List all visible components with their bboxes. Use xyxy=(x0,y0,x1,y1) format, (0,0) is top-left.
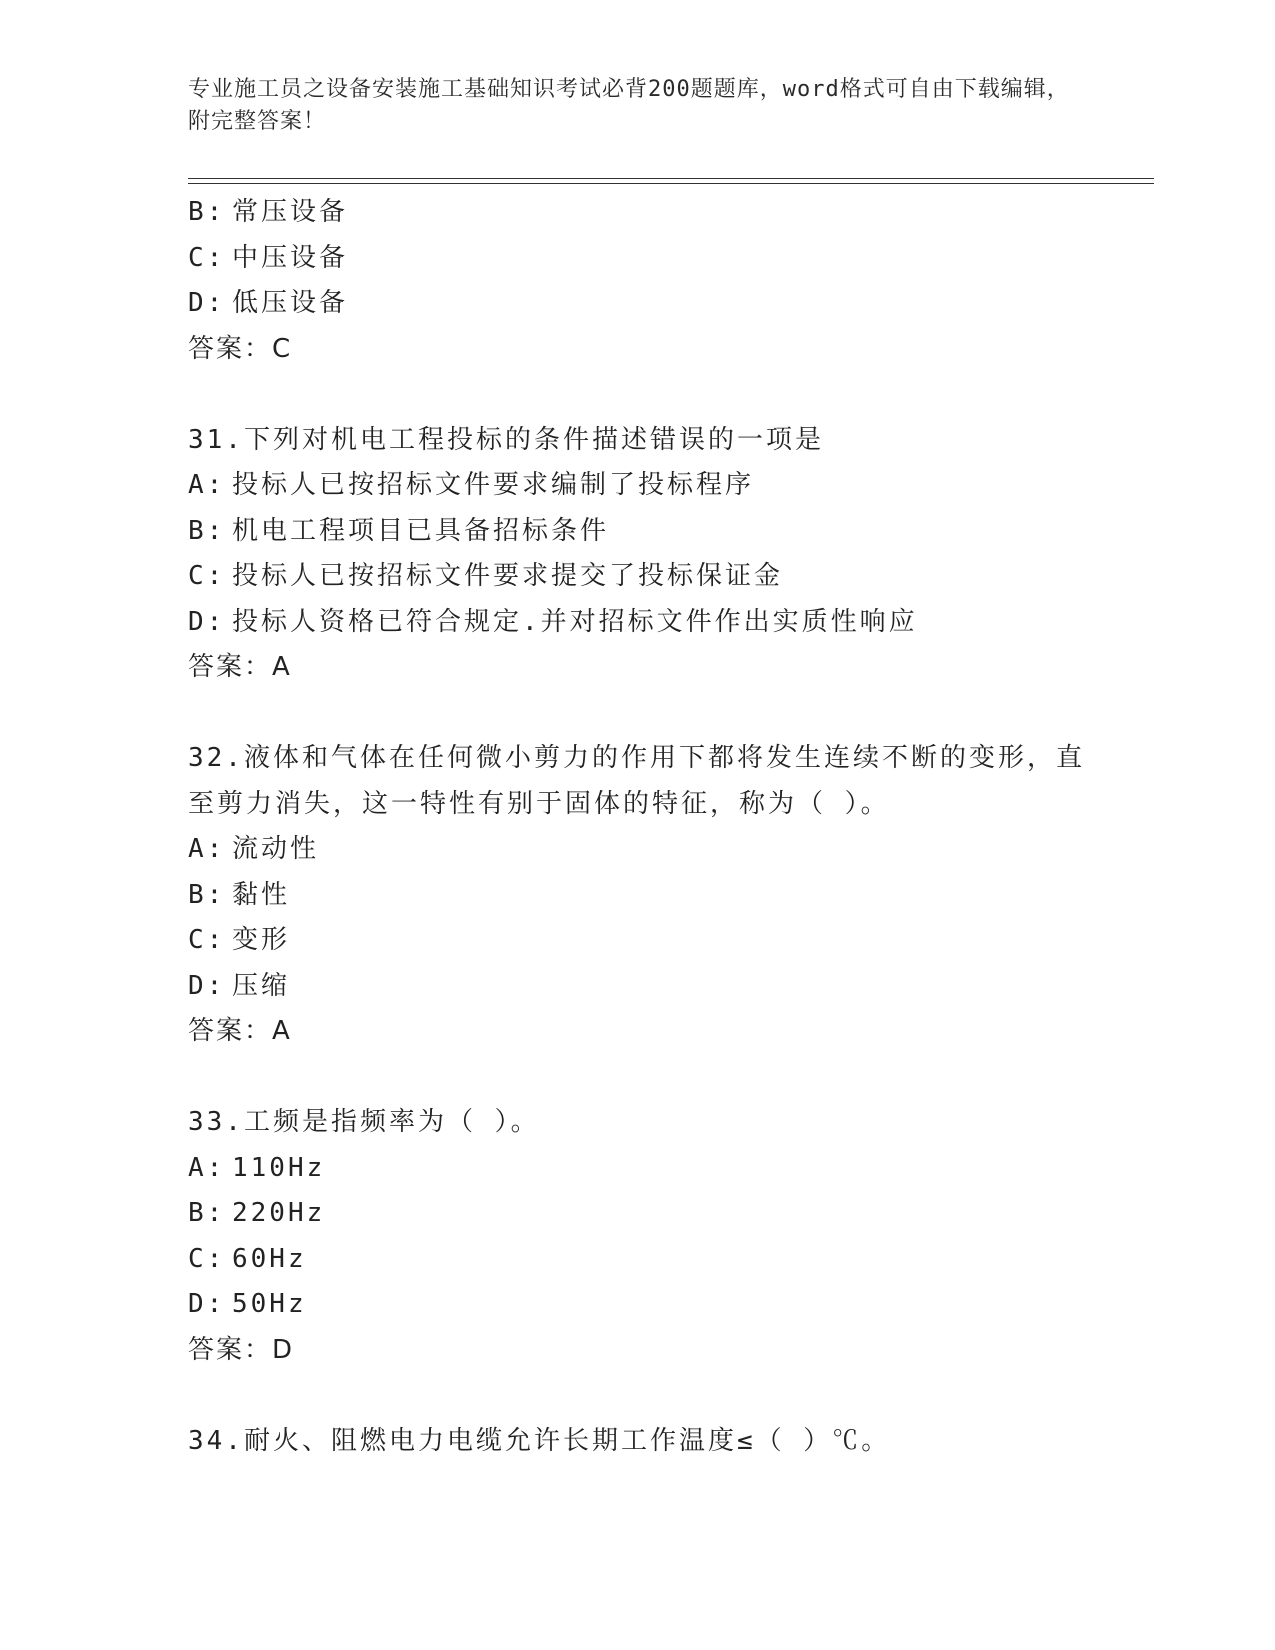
option-c: C: 60Hz xyxy=(188,1243,307,1274)
question-fragment xyxy=(188,190,1088,372)
answer-line: 答案：A xyxy=(188,1016,292,1046)
document-header: 专业施工员之设备安装施工基础知识考试必背200题题库，word格式可自由下载编辑，附完整答案！ xyxy=(188,77,1070,134)
question-33 xyxy=(188,1100,1088,1373)
option-b: B: 常压设备 xyxy=(188,197,349,227)
option-a: A: 110Hz xyxy=(188,1152,326,1183)
option-c: C: 中压设备 xyxy=(188,242,349,273)
option-a: A: 投标人已按招标文件要求编制了投标程序 xyxy=(188,470,755,500)
answer-line: 答案：D xyxy=(188,1334,295,1365)
option-d: D: 低压设备 xyxy=(188,288,349,318)
option-d: D: 50Hz xyxy=(188,1289,307,1319)
option-c: C: 变形 xyxy=(188,925,291,955)
question-stem: 33.工频是指频率为（ ）。 xyxy=(188,1107,540,1137)
question-stem: 34.耐火、阻燃电力电缆允许长期工作温度≤（ ）℃。 xyxy=(188,1425,891,1456)
question-31 xyxy=(188,418,1088,691)
question-stem: 31.下列对机电工程投标的条件描述错误的一项是 xyxy=(188,424,824,455)
question-stem-line-2: 至剪力消失，这一特性有别于固体的特征，称为（ ）。 xyxy=(188,788,890,819)
option-c: C: 投标人已按招标文件要求提交了投标保证金 xyxy=(188,561,784,591)
answer-line: 答案：A xyxy=(188,652,292,682)
question-content xyxy=(188,190,1088,1464)
header-divider-top xyxy=(188,178,1154,179)
option-b: B: 黏性 xyxy=(188,879,291,910)
option-b: B: 220Hz xyxy=(188,1198,326,1228)
option-b: B: 机电工程项目已具备招标条件 xyxy=(188,515,610,546)
option-d: D: 投标人资格已符合规定.并对招标文件作出实质性响应 xyxy=(188,606,918,637)
answer-line: 答案：C xyxy=(188,333,293,364)
header-divider-bottom xyxy=(188,183,1154,184)
question-32 xyxy=(188,736,1088,1055)
question-stem-line-1: 32.液体和气体在任何微小剪力的作用下都将发生连续不断的变形，直 xyxy=(188,743,1085,773)
question-34 xyxy=(188,1419,1088,1465)
option-a: A: 流动性 xyxy=(188,834,320,864)
option-d: D: 压缩 xyxy=(188,970,291,1001)
